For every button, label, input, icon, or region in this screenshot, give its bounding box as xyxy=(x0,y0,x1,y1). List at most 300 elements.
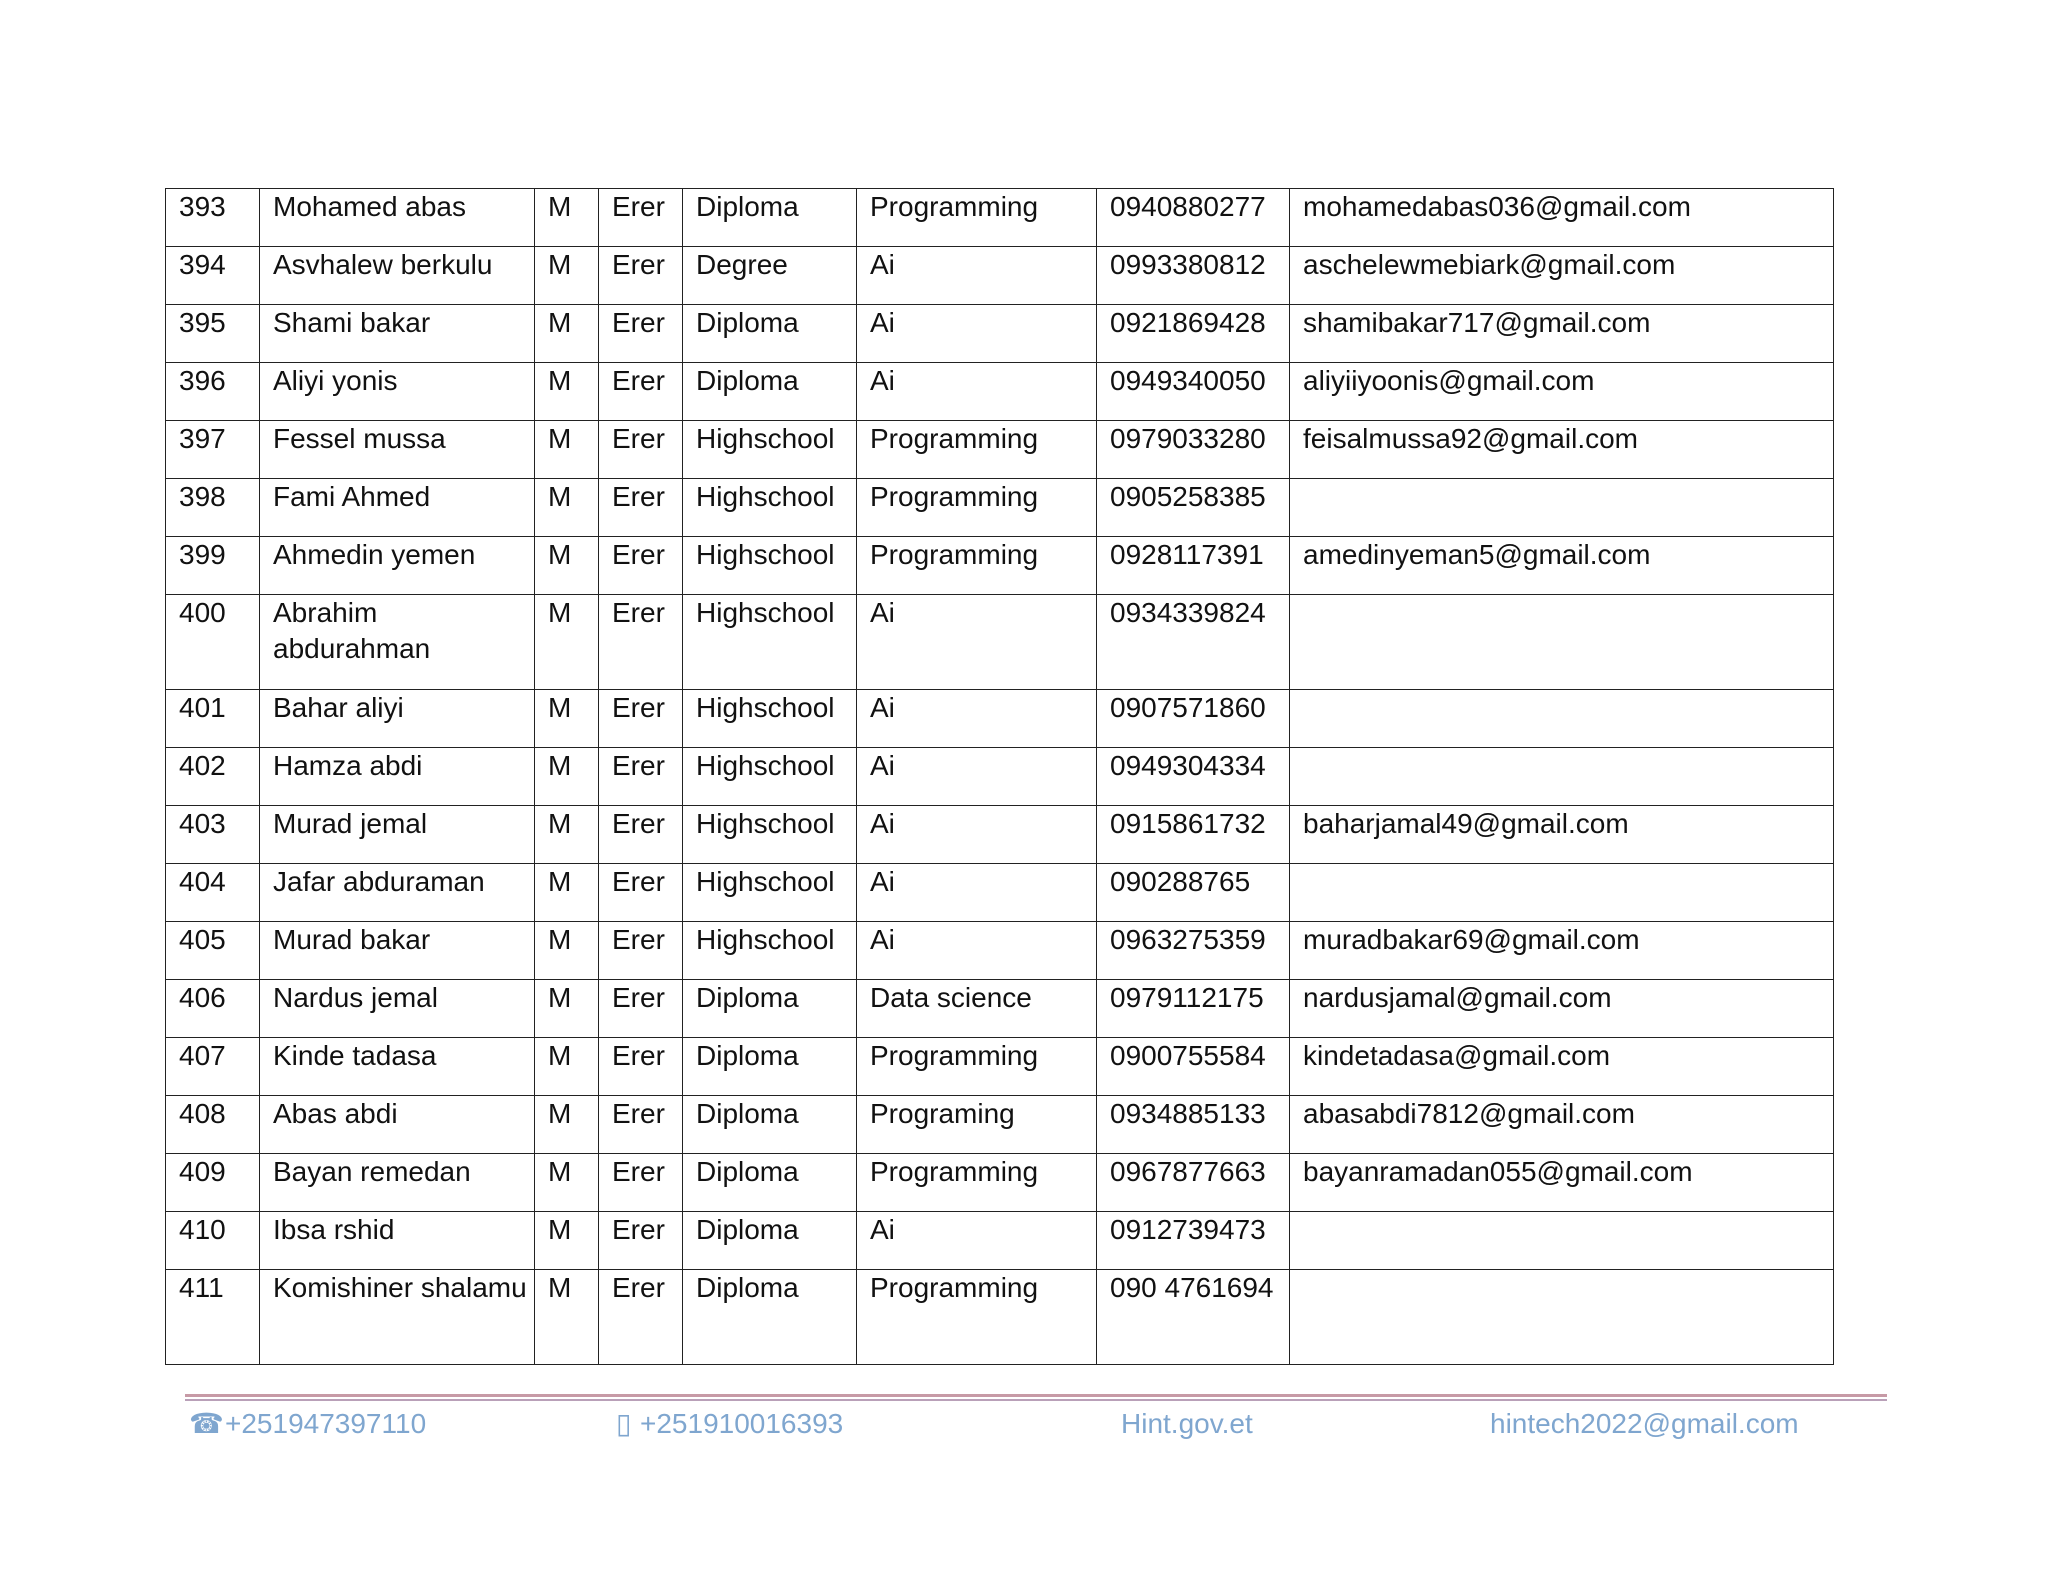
cell-field xyxy=(857,189,1097,247)
cell-sex-text: M xyxy=(548,481,572,512)
cell-name-text: Hamza abdi xyxy=(273,750,423,781)
cell-field-text: Ai xyxy=(870,750,895,781)
table-row xyxy=(166,421,1834,479)
cell-name xyxy=(260,305,535,363)
table-row xyxy=(166,1270,1834,1365)
cell-sex-text: M xyxy=(548,1098,572,1129)
cell-sex xyxy=(535,922,599,980)
cell-field-text: Programming xyxy=(870,423,1039,454)
cell-email xyxy=(1290,189,1834,247)
cell-education-text: Highschool xyxy=(696,750,835,781)
cell-sex-text: M xyxy=(548,982,572,1013)
cell-email xyxy=(1290,1154,1834,1212)
cell-sex xyxy=(535,690,599,748)
cell-phone-text: 0949340050 xyxy=(1110,365,1266,396)
cell-sex-text: M xyxy=(548,249,572,280)
cell-name xyxy=(260,595,535,690)
cell-id xyxy=(166,363,260,421)
cell-location-text: Erer xyxy=(612,866,665,897)
footer-phone xyxy=(189,1406,426,1442)
cell-phone-text: 0912739473 xyxy=(1110,1214,1266,1245)
cell-id xyxy=(166,1270,260,1365)
cell-location-text: Erer xyxy=(612,924,665,955)
cell-location-text: Erer xyxy=(612,1156,665,1187)
cell-location-text: Erer xyxy=(612,808,665,839)
cell-id-text: 411 xyxy=(179,1272,224,1303)
cell-phone-text: 0928117391 xyxy=(1110,539,1264,570)
cell-location xyxy=(599,1038,683,1096)
cell-education-text: Highschool xyxy=(696,808,835,839)
cell-field xyxy=(857,421,1097,479)
cell-education-text: Highschool xyxy=(696,866,835,897)
cell-sex xyxy=(535,247,599,305)
cell-email xyxy=(1290,1212,1834,1270)
footer-website[interactable] xyxy=(1121,1406,1253,1442)
cell-field-text: Programming xyxy=(870,481,1039,512)
cell-id-text: 406 xyxy=(179,982,226,1013)
cell-education xyxy=(683,305,857,363)
cell-sex-text: M xyxy=(548,539,572,570)
cell-id xyxy=(166,305,260,363)
footer-email[interactable] xyxy=(1490,1406,1799,1442)
cell-field xyxy=(857,1270,1097,1365)
cell-sex xyxy=(535,537,599,595)
cell-id xyxy=(166,748,260,806)
cell-location-text: Erer xyxy=(612,597,665,628)
cell-field-text: Ai xyxy=(870,365,895,396)
cell-name-text: Abas abdi xyxy=(273,1098,398,1129)
cell-field xyxy=(857,1038,1097,1096)
cell-sex xyxy=(535,305,599,363)
table-row xyxy=(166,922,1834,980)
table-row xyxy=(166,189,1834,247)
cell-id-text: 402 xyxy=(179,750,226,781)
cell-name xyxy=(260,189,535,247)
cell-sex-text: M xyxy=(548,1040,572,1071)
cell-email-text: amedinyeman5@gmail.com xyxy=(1303,539,1651,570)
cell-phone-text: 0934339824 xyxy=(1110,597,1266,628)
cell-field-text: Ai xyxy=(870,924,895,955)
table-row xyxy=(166,595,1834,690)
cell-name xyxy=(260,537,535,595)
cell-phone xyxy=(1097,479,1290,537)
cell-education xyxy=(683,363,857,421)
cell-email xyxy=(1290,980,1834,1038)
cell-education xyxy=(683,537,857,595)
cell-location-text: Erer xyxy=(612,692,665,723)
cell-name xyxy=(260,363,535,421)
cell-name-text: Bahar aliyi xyxy=(273,692,404,723)
cell-name xyxy=(260,247,535,305)
cell-id xyxy=(166,537,260,595)
cell-sex xyxy=(535,189,599,247)
table-row xyxy=(166,1096,1834,1154)
cell-phone-text: 0993380812 xyxy=(1110,249,1266,280)
cell-id-text: 401 xyxy=(179,692,226,723)
cell-field xyxy=(857,595,1097,690)
cell-education-text: Highschool xyxy=(696,924,835,955)
cell-location-text: Erer xyxy=(612,365,665,396)
cell-email-text: mohamedabas036@gmail.com xyxy=(1303,191,1691,222)
cell-phone-text: 0967877663 xyxy=(1110,1156,1266,1187)
cell-id-text: 407 xyxy=(179,1040,226,1071)
cell-phone xyxy=(1097,247,1290,305)
cell-phone xyxy=(1097,363,1290,421)
footer-email-link[interactable]: hintech2022@gmail.com xyxy=(1490,1408,1799,1439)
cell-location-text: Erer xyxy=(612,539,665,570)
cell-name-text: Abrahim abdurahman xyxy=(273,597,431,664)
cell-name-text: Ahmedin yemen xyxy=(273,539,476,570)
cell-field xyxy=(857,1154,1097,1212)
cell-location xyxy=(599,806,683,864)
cell-sex xyxy=(535,1154,599,1212)
cell-phone-text: 0907571860 xyxy=(1110,692,1266,723)
table-row xyxy=(166,980,1834,1038)
cell-location-text: Erer xyxy=(612,191,665,222)
cell-email xyxy=(1290,479,1834,537)
cell-name xyxy=(260,479,535,537)
cell-phone-text: 0915861732 xyxy=(1110,808,1266,839)
cell-location-text: Erer xyxy=(612,1098,665,1129)
cell-field-text: Programming xyxy=(870,539,1039,570)
cell-id xyxy=(166,421,260,479)
cell-field-text: Programming xyxy=(870,1040,1039,1071)
cell-email-text: muradbakar69@gmail.com xyxy=(1303,924,1640,955)
cell-field xyxy=(857,305,1097,363)
cell-location-text: Erer xyxy=(612,982,665,1013)
table-row xyxy=(166,247,1834,305)
cell-email-text: bayanramadan055@gmail.com xyxy=(1303,1156,1693,1187)
cell-phone-text: 0963275359 xyxy=(1110,924,1266,955)
cell-sex xyxy=(535,748,599,806)
cell-field-text: Programming xyxy=(870,1156,1039,1187)
cell-sex-text: M xyxy=(548,191,572,222)
cell-education-text: Highschool xyxy=(696,692,835,723)
table-row xyxy=(166,864,1834,922)
cell-name-text: Kinde tadasa xyxy=(273,1040,437,1071)
cell-phone-text: 0979033280 xyxy=(1110,423,1266,454)
cell-name-text: Bayan remedan xyxy=(273,1156,471,1187)
cell-id xyxy=(166,1212,260,1270)
cell-id-text: 395 xyxy=(179,307,226,338)
cell-name-text: Aliyi yonis xyxy=(273,365,398,396)
cell-id xyxy=(166,690,260,748)
cell-education xyxy=(683,479,857,537)
cell-name xyxy=(260,421,535,479)
cell-education-text: Highschool xyxy=(696,539,835,570)
cell-education xyxy=(683,1038,857,1096)
cell-field xyxy=(857,806,1097,864)
cell-sex xyxy=(535,1270,599,1365)
cell-sex xyxy=(535,363,599,421)
cell-field xyxy=(857,922,1097,980)
cell-email-text: shamibakar717@gmail.com xyxy=(1303,307,1651,338)
cell-sex-text: M xyxy=(548,1214,572,1245)
cell-name-text: Fessel mussa xyxy=(273,423,446,454)
cell-sex-text: M xyxy=(548,423,572,454)
cell-phone-text: 0905258385 xyxy=(1110,481,1266,512)
cell-id-text: 393 xyxy=(179,191,226,222)
cell-field-text: Programming xyxy=(870,1272,1039,1303)
cell-email xyxy=(1290,595,1834,690)
table-row xyxy=(166,1038,1834,1096)
cell-field xyxy=(857,690,1097,748)
cell-sex xyxy=(535,806,599,864)
cell-location xyxy=(599,189,683,247)
cell-name-text: Shami bakar xyxy=(273,307,431,338)
cell-education xyxy=(683,247,857,305)
table-row xyxy=(166,305,1834,363)
cell-email xyxy=(1290,748,1834,806)
cell-sex xyxy=(535,595,599,690)
cell-field xyxy=(857,1096,1097,1154)
cell-name-text: Ibsa rshid xyxy=(273,1214,395,1245)
cell-location xyxy=(599,363,683,421)
cell-education xyxy=(683,1154,857,1212)
cell-sex-text: M xyxy=(548,1156,572,1187)
cell-location xyxy=(599,922,683,980)
cell-email xyxy=(1290,305,1834,363)
cell-id xyxy=(166,806,260,864)
table-row xyxy=(166,479,1834,537)
cell-id-text: 398 xyxy=(179,481,226,512)
cell-id xyxy=(166,595,260,690)
cell-field xyxy=(857,479,1097,537)
cell-name-text: Murad bakar xyxy=(273,924,431,955)
cell-id xyxy=(166,247,260,305)
cell-field-text: Ai xyxy=(870,307,895,338)
cell-name xyxy=(260,748,535,806)
cell-phone xyxy=(1097,1038,1290,1096)
cell-sex xyxy=(535,421,599,479)
cell-phone-text: 0940880277 xyxy=(1110,191,1266,222)
cell-email xyxy=(1290,1270,1834,1365)
cell-sex-text: M xyxy=(548,750,572,781)
cell-education xyxy=(683,922,857,980)
cell-field xyxy=(857,247,1097,305)
cell-location-text: Erer xyxy=(612,1214,665,1245)
cell-field-text: Ai xyxy=(870,692,895,723)
cell-sex-text: M xyxy=(548,1272,572,1303)
cell-sex-text: M xyxy=(548,307,572,338)
cell-phone-text: 090 4761694 xyxy=(1110,1272,1274,1303)
cell-education-text: Diploma xyxy=(696,1098,799,1129)
cell-name xyxy=(260,1038,535,1096)
cell-field xyxy=(857,748,1097,806)
cell-education-text: Highschool xyxy=(696,481,835,512)
cell-name xyxy=(260,864,535,922)
cell-email xyxy=(1290,363,1834,421)
telephone-icon: ☎ xyxy=(189,1408,224,1439)
cell-location xyxy=(599,595,683,690)
cell-education-text: Diploma xyxy=(696,982,799,1013)
cell-name-text: Nardus jemal xyxy=(273,982,438,1013)
cell-phone xyxy=(1097,1270,1290,1365)
cell-location xyxy=(599,1096,683,1154)
cell-phone-text: 0900755584 xyxy=(1110,1040,1266,1071)
cell-name-text: Murad jemal xyxy=(273,808,428,839)
cell-phone-text: 0934885133 xyxy=(1110,1098,1266,1129)
table-row xyxy=(166,690,1834,748)
cell-education-text: Diploma xyxy=(696,307,799,338)
footer-rule xyxy=(185,1394,1887,1397)
cell-field-text: Ai xyxy=(870,1214,895,1245)
cell-education xyxy=(683,595,857,690)
cell-field xyxy=(857,537,1097,595)
cell-sex xyxy=(535,864,599,922)
cell-education xyxy=(683,1212,857,1270)
table-row xyxy=(166,1154,1834,1212)
cell-field xyxy=(857,363,1097,421)
cell-phone xyxy=(1097,421,1290,479)
cell-field-text: Ai xyxy=(870,866,895,897)
cell-id xyxy=(166,1154,260,1212)
cell-email-text: feisalmussa92@gmail.com xyxy=(1303,423,1638,454)
cell-education xyxy=(683,421,857,479)
cell-name-text: Mohamed abas xyxy=(273,191,467,222)
cell-location xyxy=(599,305,683,363)
cell-phone xyxy=(1097,980,1290,1038)
cell-id-text: 399 xyxy=(179,539,226,570)
cell-field-text: Programing xyxy=(870,1098,1015,1129)
table-row xyxy=(166,1212,1834,1270)
cell-phone xyxy=(1097,1212,1290,1270)
cell-name-text: Jafar abduraman xyxy=(273,866,485,897)
cell-education xyxy=(683,690,857,748)
cell-sex-text: M xyxy=(548,866,572,897)
cell-phone-text: 0921869428 xyxy=(1110,307,1266,338)
roster-body xyxy=(166,189,1834,1365)
cell-email xyxy=(1290,1038,1834,1096)
cell-phone xyxy=(1097,748,1290,806)
cell-email-text: aschelewmebiark@gmail.com xyxy=(1303,249,1676,280)
cell-phone-text: 0949304334 xyxy=(1110,750,1266,781)
cell-email xyxy=(1290,247,1834,305)
cell-id xyxy=(166,1038,260,1096)
cell-sex xyxy=(535,1038,599,1096)
cell-name-text: Fami Ahmed xyxy=(273,481,431,512)
cell-location xyxy=(599,421,683,479)
cell-location-text: Erer xyxy=(612,423,665,454)
cell-phone-text: 090288765 xyxy=(1110,866,1251,897)
cell-sex-text: M xyxy=(548,924,572,955)
cell-phone xyxy=(1097,922,1290,980)
cell-location xyxy=(599,537,683,595)
cell-sex-text: M xyxy=(548,365,572,396)
cell-location-text: Erer xyxy=(612,249,665,280)
cell-phone xyxy=(1097,864,1290,922)
cell-field xyxy=(857,1212,1097,1270)
cell-email xyxy=(1290,537,1834,595)
cell-name xyxy=(260,1096,535,1154)
cell-sex xyxy=(535,1096,599,1154)
cell-field xyxy=(857,864,1097,922)
cell-education-text: Degree xyxy=(696,249,788,280)
cell-email-text: kindetadasa@gmail.com xyxy=(1303,1040,1611,1071)
cell-id-text: 410 xyxy=(179,1214,226,1245)
table-row xyxy=(166,363,1834,421)
cell-education xyxy=(683,748,857,806)
cell-name xyxy=(260,922,535,980)
footer-phone-number: +251947397110 xyxy=(225,1408,427,1439)
cell-education-text: Diploma xyxy=(696,191,799,222)
cell-id xyxy=(166,1096,260,1154)
cell-location xyxy=(599,479,683,537)
footer-mobile-number: +251910016393 xyxy=(640,1408,844,1439)
cell-phone-text: 0979112175 xyxy=(1110,982,1264,1013)
cell-phone xyxy=(1097,305,1290,363)
cell-id-text: 405 xyxy=(179,924,226,955)
cell-phone xyxy=(1097,690,1290,748)
cell-phone xyxy=(1097,806,1290,864)
cell-location xyxy=(599,1270,683,1365)
cell-name xyxy=(260,1212,535,1270)
cell-location xyxy=(599,1154,683,1212)
cell-sex-text: M xyxy=(548,808,572,839)
cell-location xyxy=(599,864,683,922)
roster-table xyxy=(165,188,1834,1365)
cell-email xyxy=(1290,690,1834,748)
cell-education xyxy=(683,189,857,247)
cell-email xyxy=(1290,922,1834,980)
cell-education xyxy=(683,806,857,864)
cell-field-text: Ai xyxy=(870,597,895,628)
cell-field xyxy=(857,980,1097,1038)
cell-location xyxy=(599,1212,683,1270)
cell-field-text: Data science xyxy=(870,982,1032,1013)
cell-sex xyxy=(535,1212,599,1270)
cell-education-text: Highschool xyxy=(696,423,835,454)
cell-id-text: 404 xyxy=(179,866,226,897)
cell-phone xyxy=(1097,595,1290,690)
cell-phone xyxy=(1097,1154,1290,1212)
cell-location-text: Erer xyxy=(612,481,665,512)
cell-id xyxy=(166,864,260,922)
cell-id xyxy=(166,980,260,1038)
footer-rule-secondary xyxy=(185,1399,1887,1401)
cell-education xyxy=(683,1270,857,1365)
cell-location-text: Erer xyxy=(612,1272,665,1303)
cell-location-text: Erer xyxy=(612,1040,665,1071)
cell-location xyxy=(599,247,683,305)
cell-field-text: Ai xyxy=(870,249,895,280)
table-row xyxy=(166,748,1834,806)
cell-education-text: Highschool xyxy=(696,597,835,628)
cell-field-text: Ai xyxy=(870,808,895,839)
cell-id-text: 409 xyxy=(179,1156,226,1187)
footer-mobile xyxy=(616,1406,843,1442)
footer-website-link[interactable]: Hint.gov.et xyxy=(1121,1408,1253,1439)
cell-id-text: 403 xyxy=(179,808,226,839)
cell-location xyxy=(599,748,683,806)
cell-name-text: Asvhalew berkulu xyxy=(273,249,493,280)
cell-education-text: Diploma xyxy=(696,1272,799,1303)
cell-id-text: 396 xyxy=(179,365,226,396)
cell-education-text: Diploma xyxy=(696,1040,799,1071)
cell-email xyxy=(1290,806,1834,864)
cell-phone xyxy=(1097,1096,1290,1154)
cell-email-text: nardusjamal@gmail.com xyxy=(1303,982,1612,1013)
cell-field-text: Programming xyxy=(870,191,1039,222)
cell-location xyxy=(599,980,683,1038)
cell-email xyxy=(1290,421,1834,479)
cell-email xyxy=(1290,864,1834,922)
cell-sex-text: M xyxy=(548,692,572,723)
mobile-phone-icon: ▯ xyxy=(616,1408,632,1439)
cell-phone xyxy=(1097,537,1290,595)
table-row xyxy=(166,537,1834,595)
cell-id xyxy=(166,922,260,980)
